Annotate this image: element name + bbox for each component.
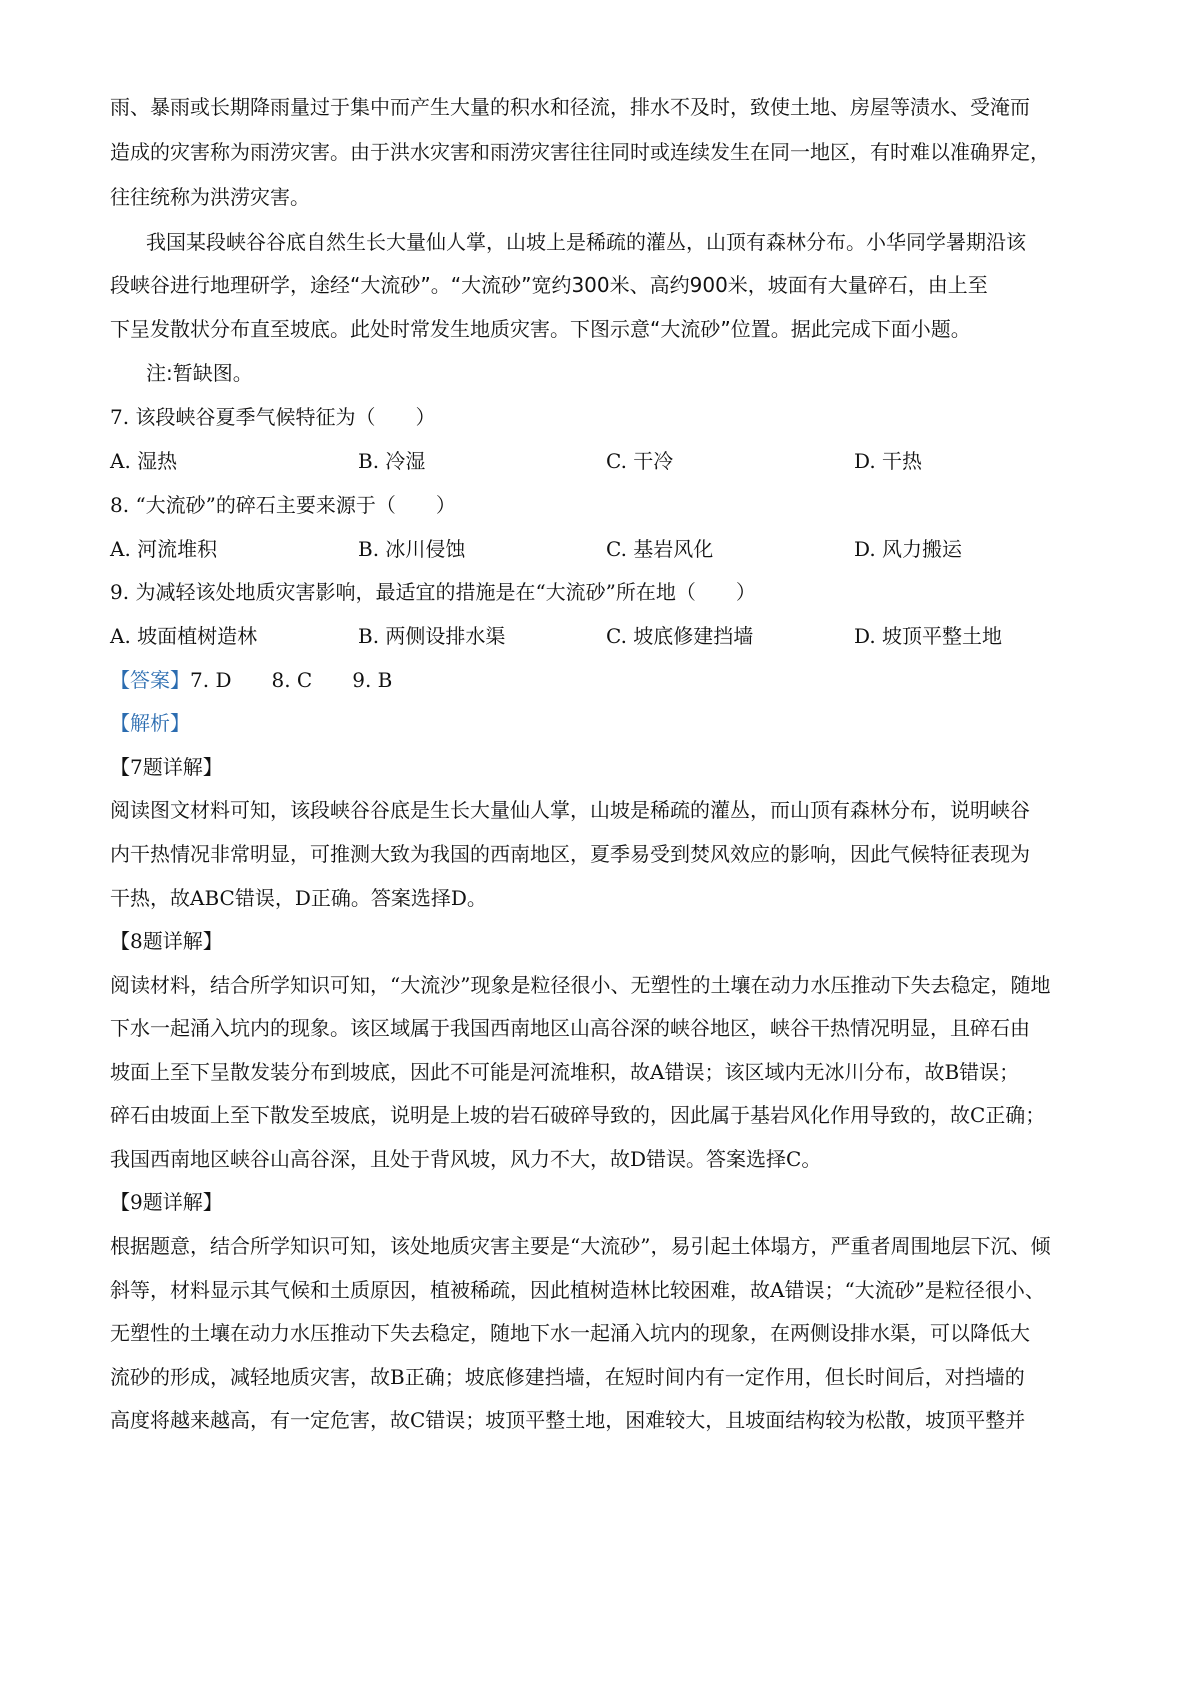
- q9-option-b: B. 两侧设排水渠: [358, 624, 506, 648]
- detail-line: 干热，故ABC错误，D正确。答案选择D。: [110, 886, 487, 910]
- analysis-label: 【解析】: [110, 711, 190, 735]
- answer-item: 7. D: [190, 668, 232, 692]
- detail-line: 下水一起涌入坑内的现象。该区域属于我国西南地区山高谷深的峡谷地区，峡谷干热情况明显，且碎石由: [110, 1016, 1030, 1040]
- detail-line: 我国西南地区峡谷山高谷深，且处于背风坡，风力不大，故D错误。答案选择C。: [110, 1147, 822, 1171]
- detail-line: 斜等，材料显示其气候和土质原因，植被稀疏，因此植树造林比较困难，故A错误；“大流砂”是粒径很小、: [110, 1278, 1045, 1302]
- answer-label: 【答案】: [110, 668, 190, 692]
- q8-option-a: A. 河流堆积: [110, 537, 218, 561]
- answer-item: 9. B: [352, 668, 393, 692]
- q8-option-d: D. 风力搬运: [854, 537, 963, 561]
- detail-line: 内干热情况非常明显，可推测大致为我国的西南地区，夏季易受到焚风效应的影响，因此气候特征表现为: [110, 842, 1030, 866]
- answer-line: [110, 665, 392, 695]
- q7-option-b: B. 冷湿: [358, 449, 426, 473]
- q7-option-a: A. 湿热: [110, 449, 178, 473]
- detail-line: 无塑性的土壤在动力水压推动下失去稳定，随地下水一起涌入坑内的现象，在两侧设排水渠，可以降低大: [110, 1321, 1030, 1345]
- question-stem-8: 8. “大流砂”的碎石主要来源于（ ）: [110, 493, 456, 517]
- q8-option-c: C. 基岩风化: [606, 537, 714, 561]
- figure-note: 注:暂缺图。: [146, 361, 253, 385]
- q9-option-a: A. 坡面植树造林: [110, 624, 258, 648]
- q7-option-d: D. 干热: [854, 449, 923, 473]
- q9-option-c: C. 坡底修建挡墙: [606, 624, 754, 648]
- material-line: 下呈发散状分布直至坡底。此处时常发生地质灾害。下图示意“大流砂”位置。据此完成下面小题。: [110, 317, 971, 341]
- intro-line: 往往统称为洪涝灾害。: [110, 185, 310, 209]
- answer-item: 8. C: [271, 668, 313, 692]
- detail-line: 阅读材料，结合所学知识可知，“大流沙”现象是粒径很小、无塑性的土壤在动力水压推动下失去稳定，随地: [110, 973, 1051, 997]
- detail-title-7: 【7题详解】: [110, 755, 223, 779]
- detail-line: 碎石由坡面上至下散发至坡底，说明是上坡的岩石破碎导致的，因此属于基岩风化作用导致的，故C正确；: [110, 1103, 1046, 1127]
- material-line: 我国某段峡谷谷底自然生长大量仙人掌，山坡上是稀疏的灌丛，山顶有森林分布。小华同学暑期沿该: [146, 230, 1026, 254]
- detail-line: 阅读图文材料可知，该段峡谷谷底是生长大量仙人掌，山坡是稀疏的灌丛，而山顶有森林分布，说明峡谷: [110, 798, 1030, 822]
- detail-line: 坡面上至下呈散发装分布到坡底，因此不可能是河流堆积，故A错误；该区域内无冰川分布，故B错误；: [110, 1060, 1020, 1084]
- q7-option-c: C. 干冷: [606, 449, 674, 473]
- question-stem-7: 7. 该段峡谷夏季气候特征为（ ）: [110, 405, 436, 429]
- detail-line: 流砂的形成，减轻地质灾害，故B正确；坡底修建挡墙，在短时间内有一定作用，但长时间后，对挡墙的: [110, 1365, 1025, 1389]
- question-stem-9: 9. 为减轻该处地质灾害影响，最适宜的措施是在“大流砂”所在地（ ）: [110, 580, 756, 604]
- material-line: 段峡谷进行地理研学，途经“大流砂”。“大流砂”宽约300米、高约900米，坡面有大量碎石，由上至: [110, 273, 988, 297]
- detail-line: 高度将越来越高，有一定危害，故C错误；坡顶平整土地，困难较大，且坡面结构较为松散，坡顶平整并: [110, 1408, 1026, 1432]
- q8-option-b: B. 冰川侵蚀: [358, 537, 466, 561]
- intro-line: 造成的灾害称为雨涝灾害。由于洪水灾害和雨涝灾害往往同时或连续发生在同一地区，有时难以准确界定，: [110, 140, 1050, 164]
- detail-title-9: 【9题详解】: [110, 1190, 223, 1214]
- detail-title-8: 【8题详解】: [110, 929, 223, 953]
- detail-line: 根据题意，结合所学知识可知，该处地质灾害主要是“大流砂”，易引起土体塌方，严重者周围地层下沉、倾: [110, 1234, 1051, 1258]
- intro-line: 雨、暴雨或长期降雨量过于集中而产生大量的积水和径流，排水不及时，致使土地、房屋等渍水、受淹而: [110, 95, 1030, 119]
- q9-option-d: D. 坡顶平整土地: [854, 624, 1003, 648]
